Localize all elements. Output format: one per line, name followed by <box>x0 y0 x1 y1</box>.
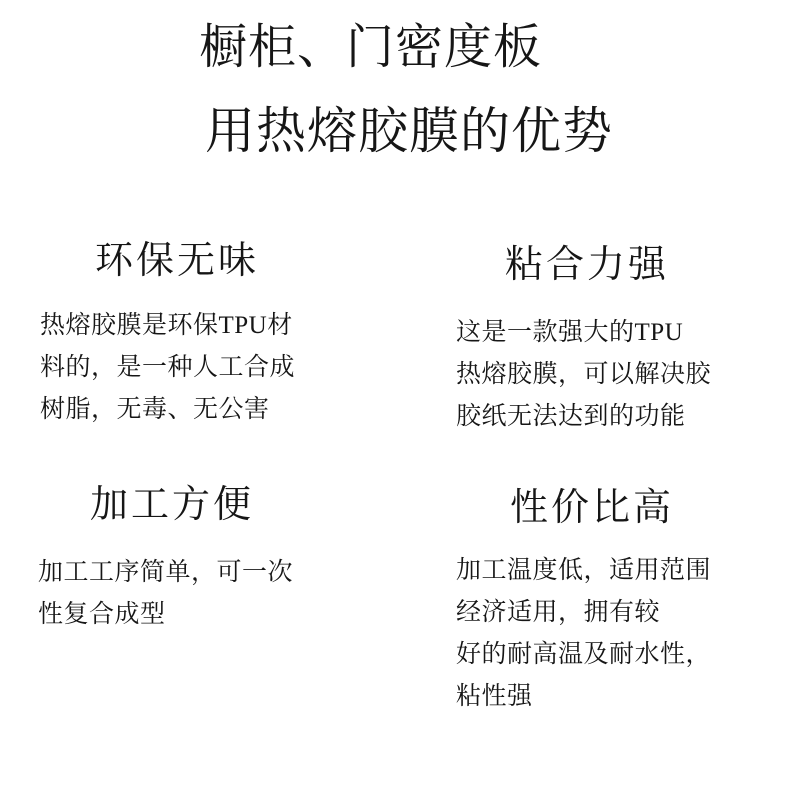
section-body-easy-processing <box>38 552 293 636</box>
body-line: 粘性强 <box>456 683 533 710</box>
body-line: 胶纸无法达到的功能 <box>456 403 686 430</box>
body-line: 加工温度低，适用范围 <box>456 557 712 584</box>
section-heading-easy-processing: 加工方便 <box>90 484 255 526</box>
section-body-strong-adhesion <box>456 312 711 438</box>
body-line: 好的耐高温及耐水性， <box>456 641 712 668</box>
section-body-eco-friendly <box>40 305 295 431</box>
body-line: 加工工序简单，可一次 <box>38 559 294 586</box>
body-line: 这是一款强大的TPU <box>456 319 684 346</box>
body-line: 热熔胶膜是环保TPU材 <box>40 312 293 339</box>
body-line: 性复合成型 <box>38 601 166 628</box>
page-title-line-2: 用热熔胶膜的优势 <box>205 103 613 159</box>
body-line: 经济适用，拥有较 <box>456 599 661 626</box>
page-title-line-1: 橱柜、门密度板 <box>199 21 543 74</box>
body-line: 树脂，无毒、无公害 <box>40 396 270 423</box>
section-heading-eco-friendly: 环保无味 <box>95 240 260 282</box>
body-line: 料的，是一种人工合成 <box>40 354 296 381</box>
section-heading-strong-adhesion: 粘合力强 <box>505 244 670 286</box>
section-heading-cost-effective: 性价比高 <box>510 487 675 529</box>
section-body-cost-effective <box>456 550 711 718</box>
body-line: 热熔胶膜，可以解决胶 <box>456 361 712 388</box>
